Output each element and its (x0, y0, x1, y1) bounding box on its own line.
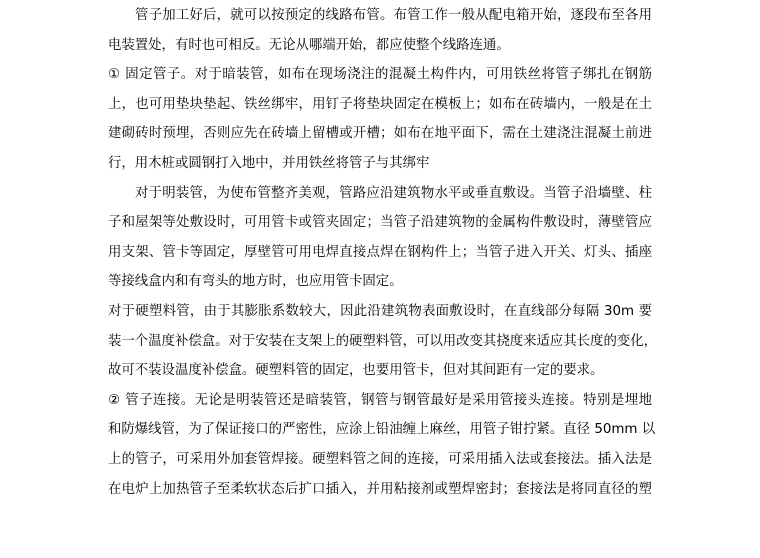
paragraph-fixing-pipes (108, 59, 652, 180)
paragraph-wiring-intro (108, 0, 652, 62)
text-line: 对于明装管，为使布管整齐美观，管路应沿建筑物水平或垂直敷设。当管子沿墙壁、柱 (135, 185, 652, 201)
text-line: 和防爆线管，为了保证接口的严密性，应涂上铅油缠上麻丝，用管子钳拧紧。直径 50mm 以 (108, 422, 656, 438)
text-line: 装一个温度补偿盒。对于安装在支架上的硬塑料管，可以用改变其挠度来适应其长度的变化， (108, 333, 658, 349)
paragraph-surface-mounted (108, 178, 652, 299)
paragraph-pipe-connection (108, 385, 656, 506)
text-line: ① 固定管子。对于暗装管，如布在现场浇注的混凝土构件内，可用铁丝将管子绑扎在钢筋 (108, 67, 652, 83)
text-line: 用支架、管卡等固定，厚壁管可用电焊直接点焊在钢构件上；当管子进入开关、灯头、插座 (108, 244, 652, 260)
text-line: 故可不装设温度补偿盒。硬塑料管的固定，也要用管卡，但对其间距有一定的要求。 (108, 363, 604, 379)
text-line: 等接线盒内和有弯头的地方时，也应用管卡固定。 (108, 274, 403, 290)
text-line: 建砌砖时预埋，否则应先在砖墙上留槽或开槽；如布在地平面下，需在土建浇注混凝土前进 (108, 126, 652, 142)
text-line: 行，用木桩或圆钢打入地中，并用铁丝将管子与其绑牢 (108, 155, 430, 171)
text-line: 在电炉上加热管子至柔软状态后扩口插入，并用粘接剂或塑焊密封；套接法是将同直径的塑 (108, 481, 652, 497)
paragraph-rigid-plastic (108, 296, 658, 388)
text-line: ② 管子连接。无论是明装管还是暗装管，钢管与钢管最好是采用管接头连接。特别是埋地 (108, 392, 652, 408)
document-body (108, 0, 658, 506)
text-line: 电装置处，有时也可相反。无论从哪端开始，都应使整个线路连通。 (108, 37, 510, 53)
text-line: 上的管子，可采用外加套管焊接。硬塑料管之间的连接，可采用插入法或套接法。插入法是 (108, 451, 652, 467)
text-line: 管子加工好后，就可以按预定的线路布管。布管工作一般从配电箱开始，逐段布至各用 (135, 8, 652, 23)
text-line: 子和屋架等处敷设时，可用管卡或管夹固定；当管子沿建筑物的金属构件敷设时，薄壁管应 (108, 215, 652, 231)
text-line: 上，也可用垫块垫起、铁丝绑牢，用钉子将垫块固定在模板上；如布在砖墙内，一般是在土 (108, 96, 652, 112)
text-line: 对于硬塑料管，由于其膨胀系数较大，因此沿建筑物表面敷设时，在直线部分每隔 30m 要 (108, 303, 652, 319)
